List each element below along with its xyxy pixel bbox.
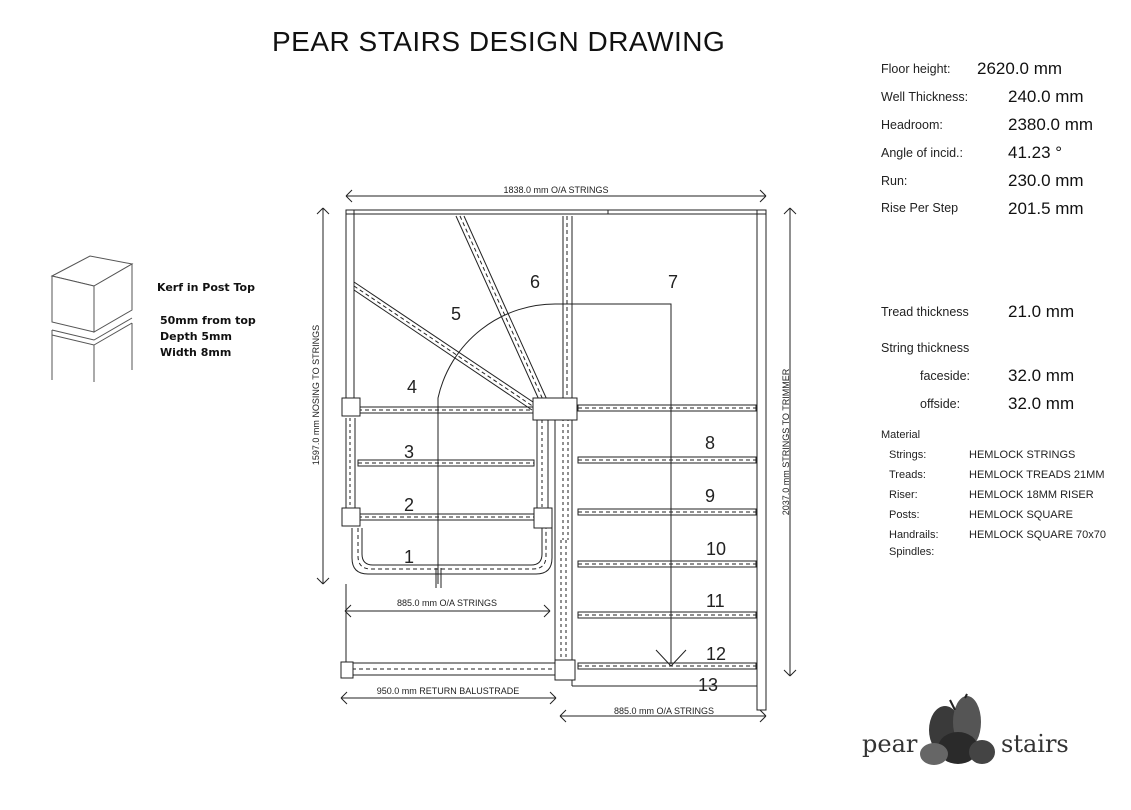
step-number-3: 3 xyxy=(404,442,415,462)
material-label-posts: Posts: xyxy=(889,509,920,521)
bottom-right-dimension-label: 885.0 mm O/A STRINGS xyxy=(613,706,715,716)
step-number-8: 8 xyxy=(705,433,716,453)
step-number-5: 5 xyxy=(451,304,462,324)
spec-label-run: Run: xyxy=(881,174,908,188)
step-number-2: 2 xyxy=(404,495,415,515)
bottom-left-dimension-label: 885.0 mm O/A STRINGS xyxy=(396,598,498,608)
material-value-posts: HEMLOCK SQUARE xyxy=(969,509,1073,521)
step-numbers xyxy=(404,272,726,695)
material-label-treads: Treads: xyxy=(889,469,926,481)
page-title: PEAR STAIRS DESIGN DRAWING xyxy=(272,26,726,57)
material-heading: Material xyxy=(881,429,921,441)
spec-value-well-thickness: 240.0 mm xyxy=(1008,87,1084,106)
winder-strings xyxy=(354,216,572,410)
step-number-9: 9 xyxy=(705,486,716,506)
spec-label-well-thickness: Well Thickness: xyxy=(881,90,969,104)
spec-value-floor-height: 2620.0 mm xyxy=(977,59,1063,78)
spec-value-run: 230.0 mm xyxy=(1008,171,1084,190)
step-number-12: 12 xyxy=(706,644,727,664)
pear-logo-icon xyxy=(920,694,995,765)
faceside-value: 32.0 mm xyxy=(1008,366,1075,385)
spec-value-rise: 201.5 mm xyxy=(1008,199,1084,218)
return-balustrade xyxy=(352,663,556,675)
material-value-handrails: HEMLOCK SQUARE 70x70 xyxy=(969,529,1106,541)
step-number-10: 10 xyxy=(706,539,727,559)
logo-text-stairs: stairs xyxy=(1001,730,1069,758)
step-number-13: 13 xyxy=(698,675,719,695)
spec-label-rise: Rise Per Step xyxy=(881,201,959,215)
kerf-line-1: 50mm from top xyxy=(160,314,256,327)
left-flight-strings xyxy=(346,418,548,512)
right-flight-treads xyxy=(578,405,756,669)
tread-thickness-label: Tread thickness xyxy=(881,305,969,319)
dimension-labels xyxy=(311,185,791,716)
spec-value-angle: 41.23 ° xyxy=(1008,143,1063,162)
material-value-riser: HEMLOCK 18MM RISER xyxy=(969,489,1094,501)
step-number-7: 7 xyxy=(668,272,679,292)
faceside-label: faceside: xyxy=(920,369,971,383)
logo-text-pear: pear xyxy=(862,730,918,758)
kerf-title: Kerf in Post Top xyxy=(157,281,255,294)
balustrade-dimension-label: 950.0 mm RETURN BALUSTRADE xyxy=(376,686,520,696)
step-number-1: 1 xyxy=(404,547,415,567)
right-dimension-label: 2037.0 mm STRINGS TO TRIMMER xyxy=(781,368,791,516)
material-value-strings: HEMLOCK STRINGS xyxy=(969,449,1076,461)
string-thickness-label: String thickness xyxy=(881,341,970,355)
material-label-strings: Strings: xyxy=(889,449,927,461)
material-value-treads: HEMLOCK TREADS 21MM xyxy=(969,469,1105,481)
material-label-spindles: Spindles: xyxy=(889,546,935,558)
material-label-handrails: Handrails: xyxy=(889,529,939,541)
step-number-11: 11 xyxy=(706,591,725,611)
spec-value-headroom: 2380.0 mm xyxy=(1008,115,1094,134)
left-dimension-label: 1597.0 mm NOSING TO STRINGS xyxy=(311,324,321,466)
spec-label-floor-height: Floor height: xyxy=(881,62,951,76)
kerf-line-3: Width 8mm xyxy=(160,346,232,359)
tread-thickness-value: 21.0 mm xyxy=(1008,302,1075,321)
offside-label: offside: xyxy=(920,397,961,411)
spec-label-headroom: Headroom: xyxy=(881,118,943,132)
central-well-string xyxy=(555,418,572,662)
kerf-line-2: Depth 5mm xyxy=(160,330,232,343)
top-dimension-label: 1838.0 mm O/A STRINGS xyxy=(503,185,609,195)
spec-label-angle: Angle of incid.: xyxy=(881,146,963,160)
step-number-4: 4 xyxy=(407,377,418,397)
step-number-6: 6 xyxy=(530,272,541,292)
offside-value: 32.0 mm xyxy=(1008,394,1075,413)
left-flight-treads xyxy=(352,407,552,574)
material-label-riser: Riser: xyxy=(889,489,918,501)
